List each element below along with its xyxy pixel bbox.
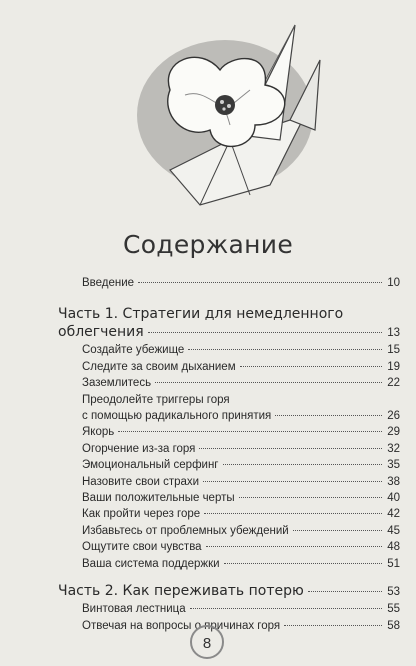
toc-entry (58, 359, 400, 375)
toc-entry (58, 474, 400, 490)
leader-dots (155, 382, 382, 383)
toc-entry-text: Ваши положительные черты (82, 492, 235, 505)
toc-entry-text: Часть 2. Как переживать потерю (58, 583, 304, 600)
leader-dots (190, 608, 382, 609)
toc-entry-text: Заземлитесь (82, 377, 152, 390)
leader-dots (118, 431, 382, 432)
toc-entry-text: Отвечая на вопросы о причинах горя (82, 619, 281, 632)
toc-entry (58, 375, 400, 391)
toc-entry-text: Якорь (82, 426, 115, 439)
toc-entry (58, 618, 400, 634)
leader-dots (239, 497, 382, 498)
leader-dots (138, 282, 382, 283)
toc-entry-text: Создайте убежище (82, 344, 185, 357)
toc-entry-page: 55 (387, 603, 400, 616)
toc-entry-page: 13 (387, 327, 400, 340)
toc-entry (58, 392, 400, 408)
toc-entry (58, 342, 400, 358)
leader-dots (223, 464, 382, 465)
toc-entry-page: 10 (387, 277, 400, 289)
leader-dots (224, 563, 382, 564)
toc-part-heading (58, 582, 400, 601)
leader-dots (204, 513, 382, 514)
toc-entry-text: Эмоциональный серфинг (82, 459, 219, 472)
toc-entry-page: 29 (387, 426, 400, 439)
toc-entry (58, 506, 400, 522)
toc-entry-page: 32 (387, 442, 400, 455)
toc-entry-page: 40 (387, 492, 400, 505)
toc-entry-text: Как пройти через горе (82, 508, 201, 521)
toc-entry-text: Огорчение из-за горя (82, 442, 196, 455)
toc-entry-page: 42 (387, 508, 400, 521)
toc-entry-text: Назовите свои страхи (82, 475, 200, 488)
toc-entry-page: 15 (387, 344, 400, 357)
toc-entry-page: 53 (387, 586, 400, 599)
leader-dots (240, 366, 382, 367)
toc-entry (58, 408, 400, 424)
toc-entry (58, 539, 400, 555)
leader-dots (148, 332, 382, 333)
toc-entry-page: 19 (387, 360, 400, 373)
page-number: 8 (190, 625, 224, 659)
toc-entry (58, 490, 400, 506)
toc-entry-text: Преодолейте триггеры горя (82, 393, 230, 406)
table-of-contents (58, 275, 400, 634)
toc-part-line2: облегчения (58, 324, 144, 341)
toc-entry-page: 38 (387, 475, 400, 488)
toc-entry (58, 556, 400, 572)
toc-entry (58, 457, 400, 473)
toc-entry-page: 35 (387, 459, 400, 472)
toc-entry-page: 22 (387, 377, 400, 390)
toc-entry-text: Избавьтесь от проблемных убеждений (82, 524, 289, 537)
toc-entry-page: 58 (387, 619, 400, 632)
page-title: Содержание (122, 230, 294, 259)
toc-entry-page: 45 (387, 524, 400, 537)
leader-dots (293, 530, 382, 531)
toc-entry-page: 51 (387, 557, 400, 570)
toc-entry-text: Введение (82, 277, 135, 289)
toc-entry (58, 275, 400, 291)
origami-flower-illustration (130, 20, 330, 220)
leader-dots (284, 625, 382, 626)
leader-dots (275, 415, 382, 416)
toc-entry-page: 48 (387, 541, 400, 554)
toc-entry-text: Ваша система поддержки (82, 557, 220, 570)
toc-entry-text: Ощутите свои чувства (82, 541, 202, 554)
leader-dots (206, 546, 382, 547)
leader-dots (188, 349, 382, 350)
toc-entry (58, 441, 400, 457)
leader-dots (203, 481, 382, 482)
leader-dots (199, 448, 382, 449)
toc-entry-page: 26 (387, 410, 400, 423)
leader-dots (308, 591, 382, 592)
toc-entry (58, 424, 400, 440)
toc-part-line1: Часть 1. Стратегии для немедленного (58, 306, 344, 323)
toc-entry-text: Следите за своим дыханием (82, 360, 236, 373)
toc-entry (58, 523, 400, 539)
toc-part-heading (58, 305, 400, 342)
toc-entry (58, 601, 400, 617)
toc-entry-text: Винтовая лестница (82, 603, 186, 616)
toc-entry-text: с помощью радикального принятия (82, 410, 272, 423)
